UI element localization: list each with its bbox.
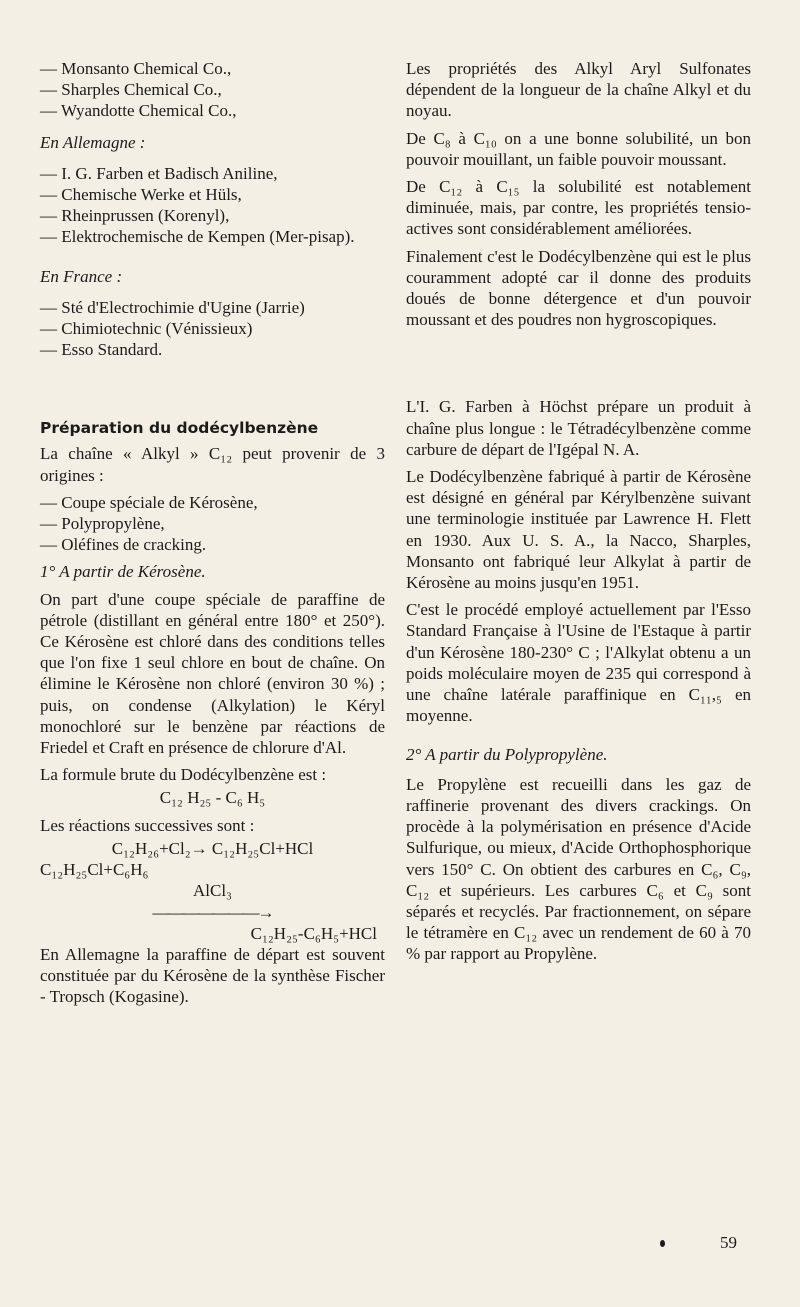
right-column (406, 58, 751, 971)
formula-intro: La formule brute du Dodécylbenzène est : (40, 765, 327, 785)
list-germany (40, 163, 385, 248)
paragraph: On part d'une coupe spéciale de paraffine de pétrole (distillant en général entre 180° et 250°). Ce Kérosène est chloré dans des conditions telles que l'on fixe 1 seul chlore en bout de chaîne. On élimine le Kérosène non chloré (environ 30 %) ; puis, on condense (Alkylation) le Kéryl monochloré sur le benzène par réactions de Friedel et Craft en présence de chlorure d'Al. (40, 589, 385, 758)
list-item: — Monsanto Chemical Co., (40, 59, 232, 78)
subsection-title-1: 1° A partir de Kérosène. (40, 562, 206, 582)
list-item: — Sté d'Electrochimie d'Ugine (Jarrie) (40, 297, 305, 317)
reaction-2: C₁₂H₂₅Cl+C₆H₆ (40, 860, 149, 880)
germany-label: En Allemagne : (40, 132, 146, 152)
france-label: En France : (40, 266, 123, 286)
paragraph: En Allemagne la paraffine de départ est souvent constituée par du Kérosène de la synthèse Fischer - Tropsch (Kogasine). (40, 944, 385, 1007)
paragraph: Finalement c'est le Dodécylbenzène qui est le plus couramment adopté car il donne des produits doués de bonne détergence et d'un pouvoir moussant et des poudres non hygroscopiques. (406, 246, 751, 330)
list-item: — I. G. Farben et Badisch Aniline, (40, 163, 278, 183)
paragraph: De C₈ à C₁₀ on a une bonne solubilité, un bon pouvoir mouillant, un faible pouvoir moussant. (406, 128, 751, 169)
list-item: — Elektrochemische de Kempen (Mer-pisap). (40, 227, 355, 247)
printer-mark (660, 1240, 665, 1247)
list-item: — Coupe spéciale de Kérosène, (40, 492, 258, 512)
paragraph: Le Dodécylbenzène fabriqué à partir de Kérosène est désigné en général par Kérylbenzène suivant une terminologie instituée par Lawrence H. Flett en 1930. Aux U. S. A., la Nacco, Sharples, Monsanto ont fabriqué leur Alkylat à partir de Kérosène au moins jusqu'en 1951. (406, 467, 751, 593)
paragraph: C'est le procédé employé actuellement par l'Esso Standard Française à l'Usine de l'Estaque à partir d'un Kérosène 180-230° C ; l'Alkylat obtenu a un poids moléculaire moyen de 235 qui correspond à une chaîne latérale paraffinique en C₁₁,₅ en moyenne. (406, 600, 751, 726)
origin-intro: La chaîne « Alkyl » C₁₂ peut provenir de 3 origines : (40, 444, 385, 485)
list-france (40, 297, 385, 361)
catalyst: AlCl₃ (193, 881, 232, 901)
list-usa (40, 58, 385, 122)
section-heading: Préparation du dodécylbenzène (40, 419, 319, 438)
paragraph: Le Propylène est recueilli dans les gaz de raffinerie provenant des divers crackings. On procède à la polymérisation en présence d'Acide Sulfurique, ou mieux, d'Acide Orthophosphorique vers 150° C. On obtient des carbures en C₆, C₉, C₁₂ et supérieurs. Les carbures C₆ et C₉ sont séparés et recyclés. Par fractionnement, on sépare le tétramère en C₁₂ avec un rendement de 60 à 70 % par rapport au Propylène. (406, 774, 751, 964)
reaction-arrow: ———————→ (152, 902, 273, 922)
formula: C₁₂ H₂₅ - C₆ H₅ (159, 788, 266, 808)
list-item: — Chemische Werke et Hüls, (40, 185, 242, 205)
subsection-title-2: 2° A partir du Polypropylène. (406, 745, 608, 765)
reactions-intro: Les réactions successives sont : (40, 815, 255, 835)
list-item: — Rheinprussen (Korenyl), (40, 206, 230, 226)
list-item: — Chimiotechnic (Vénissieux) (40, 319, 253, 339)
left-column (40, 58, 385, 1014)
list-item: — Esso Standard. (40, 340, 163, 360)
paragraph: Les propriétés des Alkyl Aryl Sulfonates dépendent de la longueur de la chaîne Alkyl et du noyau. (406, 59, 751, 121)
list-item: — Oléfines de cracking. (40, 535, 207, 555)
list-item: — Sharples Chemical Co., (40, 80, 222, 100)
list-item: — Wyandotte Chemical Co., (40, 101, 237, 121)
origin-list (40, 492, 385, 556)
reaction-1: C₁₂H₂₆+Cl₂→ C₁₂H₂₅Cl+HCl (111, 838, 314, 858)
reaction-product: C₁₂H₂₅-C₆H₅+HCl (250, 923, 377, 943)
page-number: 59 (720, 1233, 737, 1252)
paragraph: De C₁₂ à C₁₅ la solubilité est notablement diminuée, mais, par contre, les propriétés tensio-actives sont considérablement améliorées. (406, 177, 751, 239)
list-item: — Polypropylène, (40, 514, 165, 534)
paragraph: L'I. G. Farben à Höchst prépare un produit à chaîne plus longue : le Tétradécylbenzène comme carbure de départ de l'Igépal N. A. (406, 397, 751, 459)
